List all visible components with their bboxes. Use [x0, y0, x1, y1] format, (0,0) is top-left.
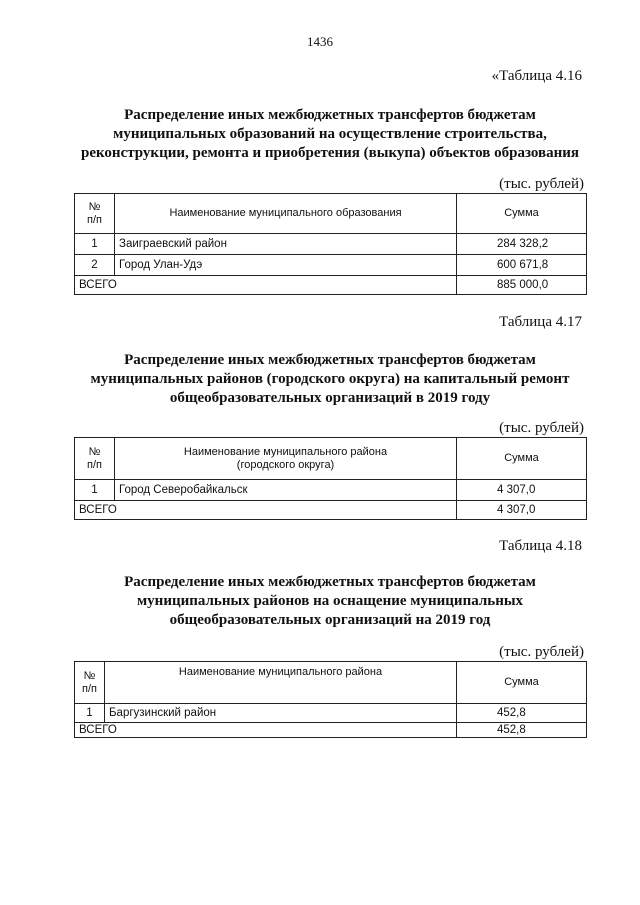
table-title	[40, 573, 620, 630]
row-num: 1	[75, 234, 115, 255]
table-title	[40, 106, 620, 163]
row-name: Баргузинский район	[105, 704, 457, 723]
total-label: ВСЕГО	[75, 723, 457, 738]
title-line: муниципальных районов на оснащение муниципальных	[136, 593, 524, 609]
table-label: Таблица 4.18	[499, 538, 582, 554]
title-line: Распределение иных межбюджетных трансфертов бюджетам	[124, 107, 536, 123]
title-line: общеобразовательных организаций в 2019 году	[169, 390, 491, 406]
row-sum: 600 671,8	[457, 255, 587, 276]
header-name: Наименование муниципального района	[105, 662, 457, 704]
row-num: 1	[75, 480, 115, 501]
total-row	[75, 276, 587, 295]
row-sum: 4 307,0	[457, 480, 587, 501]
page-number: 1436	[307, 34, 333, 49]
total-row	[75, 723, 587, 738]
header-num: № п/п	[75, 438, 115, 480]
header-name: Наименование муниципального образования	[115, 194, 457, 234]
table-label: «Таблица 4.16	[491, 68, 582, 84]
total-label: ВСЕГО	[75, 276, 457, 295]
row-name: Город Северобайкальск	[115, 480, 457, 501]
table-title	[40, 351, 620, 408]
title-line: реконструкции, ремонта и приобретения (выкупа) объектов образования	[80, 145, 580, 161]
data-table	[74, 193, 587, 295]
header-name: Наименование муниципального района (городского округа)	[115, 438, 457, 480]
table-label: Таблица 4.17	[499, 314, 582, 330]
header-sum: Сумма	[457, 662, 587, 704]
table-row	[75, 704, 587, 723]
title-line: общеобразовательных организаций на 2019 год	[169, 612, 491, 628]
header-num: № п/п	[75, 194, 115, 234]
title-line: Распределение иных межбюджетных трансфертов бюджетам	[124, 352, 536, 368]
row-sum: 284 328,2	[457, 234, 587, 255]
header-sum: Сумма	[457, 194, 587, 234]
row-name: Заиграевский район	[115, 234, 457, 255]
total-sum: 885 000,0	[457, 276, 587, 295]
header-sum: Сумма	[457, 438, 587, 480]
table-row	[75, 480, 587, 501]
row-num: 1	[75, 704, 105, 723]
row-num: 2	[75, 255, 115, 276]
table-row	[75, 255, 587, 276]
total-sum: 452,8	[457, 723, 587, 738]
total-row	[75, 501, 587, 520]
units-label: (тыс. рублей)	[499, 176, 584, 192]
table-row	[75, 234, 587, 255]
header-num: № п/п	[75, 662, 105, 704]
data-table	[74, 661, 587, 738]
table-header-row	[75, 194, 587, 234]
table-header-row	[75, 662, 587, 704]
row-sum: 452,8	[457, 704, 587, 723]
row-name: Город Улан-Удэ	[115, 255, 457, 276]
units-label: (тыс. рублей)	[499, 644, 584, 660]
title-line: Распределение иных межбюджетных трансфертов бюджетам	[124, 574, 536, 590]
total-sum: 4 307,0	[457, 501, 587, 520]
title-line: муниципальных образований на осуществление строительства,	[113, 126, 547, 142]
units-label: (тыс. рублей)	[499, 420, 584, 436]
data-table	[74, 437, 587, 520]
total-label: ВСЕГО	[75, 501, 457, 520]
table-header-row	[75, 438, 587, 480]
title-line: муниципальных районов (городского округа) на капитальный ремонт	[90, 371, 570, 387]
